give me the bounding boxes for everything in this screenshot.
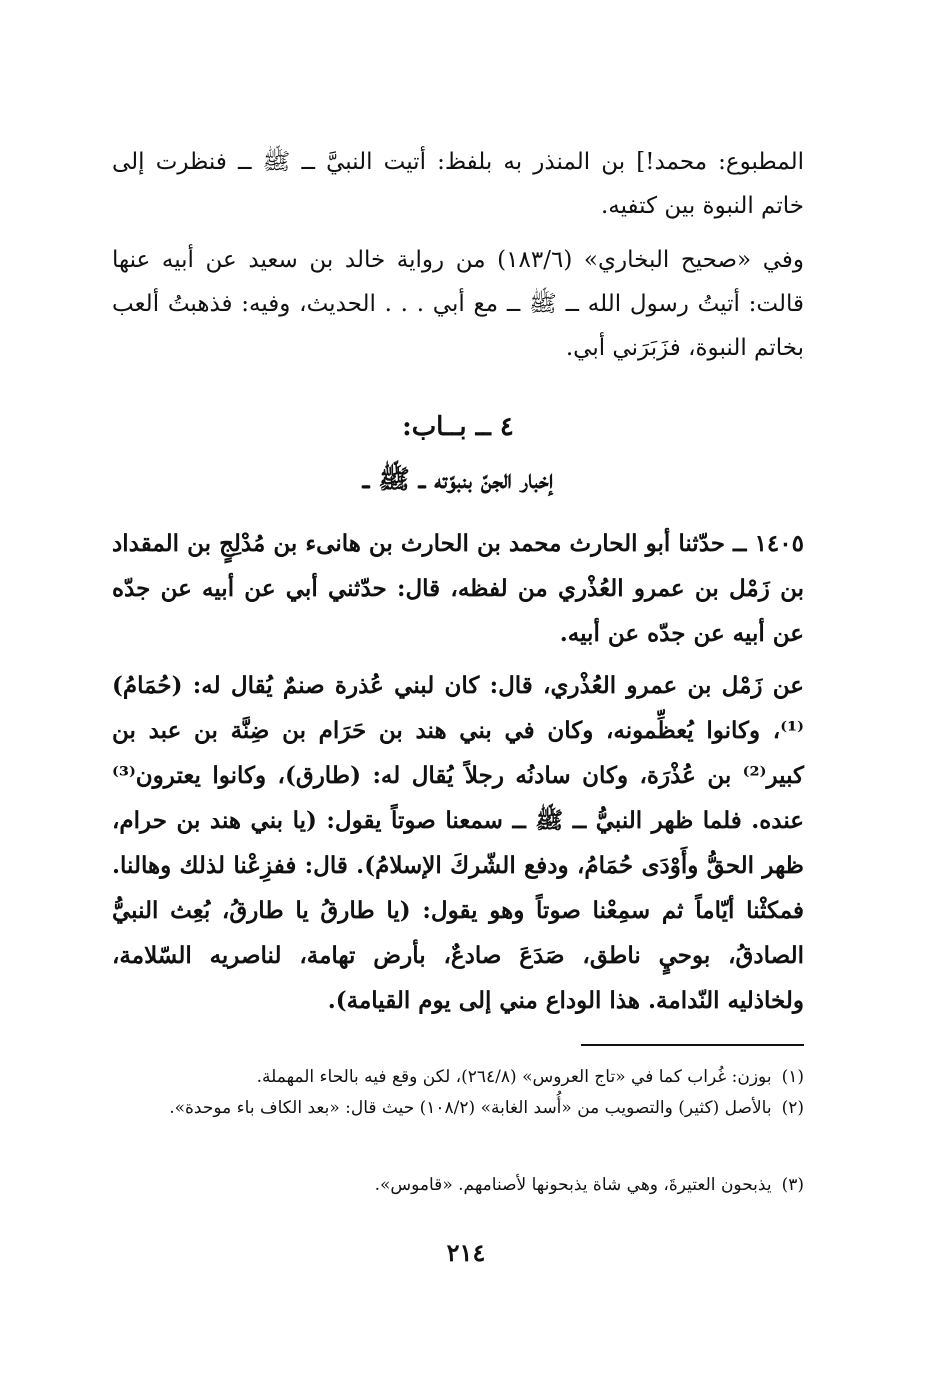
footnote-text: بالأصل (كثير) والتصويب من «أُسد الغابة» (١٠٨/٢) حيث قال: «بعد الكاف باء موحدة».: [169, 1098, 772, 1118]
body-paragraph-bukhari: وفي «صحيح البخاري» (١٨٣/٦) من رواية خالد بن سعيد عن أبيه عنها قالت: أتيتُ رسول الله ــ ﷺ ــ مع أبي . . . الحديث، وفيه: فذهبتُ ألعب بخاتم النبوة، فزَبَرَني أبي.: [112, 247, 804, 361]
body-paragraph-continuation: المطبوع: محمد!] بن المنذر به بلفظ: أتيت النبيَّ ــ ﷺ ــ فنظرت إلى خاتم النبوة بين كتفيه.: [112, 149, 804, 219]
footnote-2: [112, 1093, 804, 1124]
footnote-divider: [581, 1044, 804, 1046]
chapter-title: إخبار الجنّ بنبوّته ــ ﷺ ــ: [362, 465, 554, 495]
footnote-number: (١): [781, 1067, 804, 1087]
footnote-text: يذبحون العتيرةَ، وهي شاة يذبحونها لأصنامهم. «قاموس».: [374, 1175, 772, 1195]
footnote-number: (٣): [781, 1175, 804, 1195]
footnote-number: (٢): [781, 1098, 804, 1118]
footnote-3: [112, 1170, 804, 1201]
chapter-number: ٤ ــ بــاب:: [402, 412, 514, 442]
hadith-isnad: ١٤٠٥ ــ حدّثنا أبو الحارث محمد بن الحارث بن هانىء بن مُدْلِجٍ بن المقداد بن زَمْل بن عمرو العُذْري من لفظه، قال: حدّثني أبي عن أبيه عن جدّه عن أبيه عن جدّه عن أبيه.: [112, 530, 804, 647]
hadith-narration: عن زَمْل بن عمرو العُذْري، قال: كان لبني عُذرة صنمٌ يُقال له: (حُمَامُ)⁽¹⁾، وكانوا يُعظِّمونه، وكان في بني هند بن حَرَام بن ضِنَّة بن عبد بن كبير⁽²⁾ بن عُذْرَة، وكان سادنُه رجلاً يُقال له: (طارق)، وكانوا يعترون⁽³⁾ عنده. فلما ظهر النبيُّ ــ ﷺ ــ سمعنا صوتاً يقول: (يا بني هند بن حرام، ظهر الحقُّ وأَوْدَى حُمَامُ، ودفع الشّركَ الإسلامُ). قال: ففزِعْنا لذلك وهالنا. فمكثْنا أيّاماً ثم سمِعْنا صوتاً وهو يقول: (يا طارقُ يا طارقُ، بُعِث النبيُّ الصادقُ، بوحيٍ ناطق، صَدَعَ صادعٌ، بأرض تهامة، لناصريه السّلامة، ولخاذليه النّدامة. هذا الوداع مني إلى يوم القيامة).: [112, 672, 804, 1014]
page-number: ٢١٤: [446, 1238, 486, 1267]
footnote-text: بوزن: غُراب كما في «تاج العروس» (٢٦٤/٨)، لكن وقع فيه بالحاء المهملة.: [256, 1067, 772, 1087]
footnote-1: [112, 1062, 804, 1093]
